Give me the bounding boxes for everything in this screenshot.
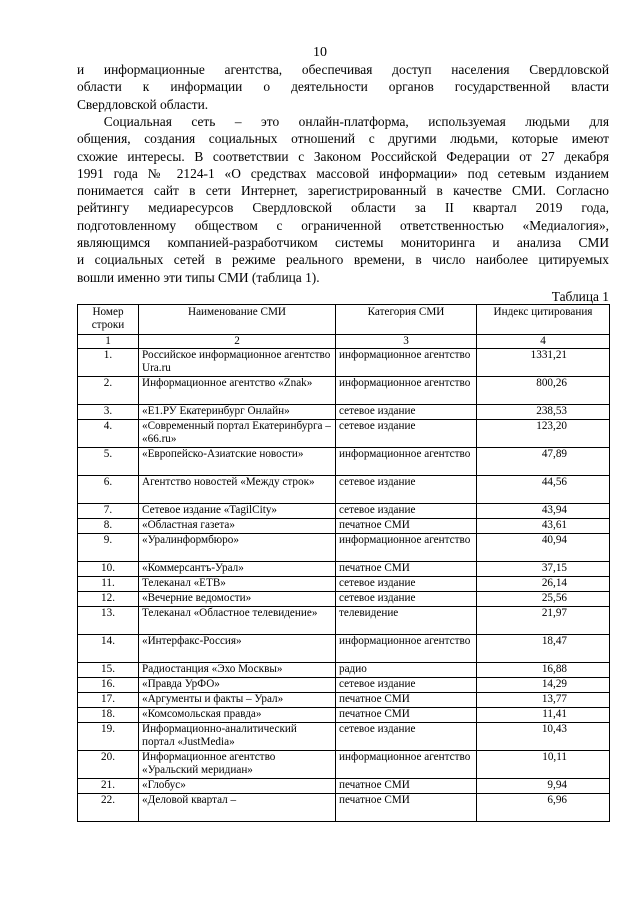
row-number-cell: 18. bbox=[78, 708, 139, 723]
table-row bbox=[78, 377, 610, 405]
citation-index-cell: 18,47 bbox=[477, 635, 610, 663]
media-name-cell: «Комсомольская правда» bbox=[139, 708, 336, 723]
table-row bbox=[78, 420, 610, 448]
citation-index-cell: 43,94 bbox=[477, 504, 610, 519]
table-row bbox=[78, 693, 610, 708]
media-name-cell: «Правда УрФО» bbox=[139, 678, 336, 693]
citation-index-cell: 1331,21 bbox=[477, 349, 610, 377]
media-name-cell: «Современный портал Екатеринбурга – «66.ru» bbox=[139, 420, 336, 448]
row-number-cell: 4. bbox=[78, 420, 139, 448]
media-name-cell: «Аргументы и факты – Урал» bbox=[139, 693, 336, 708]
media-name-cell: Информационное агентство «Уральский меридиан» bbox=[139, 751, 336, 779]
text-line: рейтингу медиаресурсов Свердловской области за II квартал 2019 года, bbox=[77, 200, 609, 216]
citation-index-cell: 40,94 bbox=[477, 534, 610, 562]
table-row bbox=[78, 635, 610, 663]
table-row bbox=[78, 349, 610, 377]
citation-index-cell: 123,20 bbox=[477, 420, 610, 448]
media-category-cell: сетевое издание bbox=[336, 476, 477, 504]
text-line: являющимся компанией-разработчиком системы мониторинга и анализа СМИ bbox=[77, 235, 609, 251]
media-category-cell: сетевое издание bbox=[336, 405, 477, 420]
media-category-cell: информационное агентство bbox=[336, 349, 477, 377]
paragraph-intro bbox=[77, 61, 609, 113]
table-row bbox=[78, 723, 610, 751]
table-row bbox=[78, 562, 610, 577]
media-name-cell: Агентство новостей «Между строк» bbox=[139, 476, 336, 504]
media-name-cell: «Интерфакс-Россия» bbox=[139, 635, 336, 663]
media-category-cell: сетевое издание bbox=[336, 678, 477, 693]
column-number: 3 bbox=[336, 335, 477, 349]
table-row bbox=[78, 519, 610, 534]
table-row bbox=[78, 448, 610, 476]
row-number-cell: 10. bbox=[78, 562, 139, 577]
row-number-cell: 6. bbox=[78, 476, 139, 504]
page-number: 10 bbox=[313, 45, 327, 60]
row-number-cell: 20. bbox=[78, 751, 139, 779]
citation-index-cell: 800,26 bbox=[477, 377, 610, 405]
row-number-cell: 15. bbox=[78, 663, 139, 678]
row-number-cell: 17. bbox=[78, 693, 139, 708]
table-row bbox=[78, 779, 610, 794]
header-row-number: Номер строки bbox=[78, 305, 139, 335]
text-line: и информационные агентства, обеспечивая доступ населения Свердловской bbox=[77, 62, 609, 77]
row-number-cell: 1. bbox=[78, 349, 139, 377]
citation-index-cell: 10,43 bbox=[477, 723, 610, 751]
table-row bbox=[78, 476, 610, 504]
media-name-cell: «Глобус» bbox=[139, 779, 336, 794]
text-line: схожие интересы. В соответствии с Законом Российской Федерации от 27 декабря bbox=[77, 148, 609, 164]
citation-index-cell: 238,53 bbox=[477, 405, 610, 420]
text-line: общения, создания социальных отношений с другими людьми, которые имеют bbox=[77, 131, 609, 147]
row-number-cell: 12. bbox=[78, 592, 139, 607]
row-number-cell: 5. bbox=[78, 448, 139, 476]
row-number-cell: 3. bbox=[78, 405, 139, 420]
media-name-cell: «Е1.РУ Екатеринбург Онлайн» bbox=[139, 405, 336, 420]
media-name-cell: Информационное агентство «Znak» bbox=[139, 377, 336, 405]
table-row bbox=[78, 708, 610, 723]
media-category-cell: сетевое издание bbox=[336, 504, 477, 519]
table-row bbox=[78, 678, 610, 693]
citation-index-cell: 14,29 bbox=[477, 678, 610, 693]
row-number-cell: 11. bbox=[78, 577, 139, 592]
media-category-cell: телевидение bbox=[336, 607, 477, 635]
citation-index-cell: 47,89 bbox=[477, 448, 610, 476]
media-category-cell: радио bbox=[336, 663, 477, 678]
citation-index-cell: 13,77 bbox=[477, 693, 610, 708]
row-number-cell: 16. bbox=[78, 678, 139, 693]
media-name-cell: Российское информационное агентство Ura.ru bbox=[139, 349, 336, 377]
text-line: Социальная сеть – это онлайн-платформа, используемая людьми для bbox=[77, 114, 609, 129]
media-category-cell: информационное агентство bbox=[336, 751, 477, 779]
table-row bbox=[78, 534, 610, 562]
table-row bbox=[78, 663, 610, 678]
table-row bbox=[78, 592, 610, 607]
table-row bbox=[78, 405, 610, 420]
media-name-cell: Информационно-аналитический портал «JustMedia» bbox=[139, 723, 336, 751]
media-name-cell: Радиостанция «Эхо Москвы» bbox=[139, 663, 336, 678]
table-row bbox=[78, 751, 610, 779]
media-category-cell: информационное агентство bbox=[336, 534, 477, 562]
text-line: вошли именно эти типы СМИ (таблица 1). bbox=[77, 269, 320, 285]
citation-index-cell: 37,15 bbox=[477, 562, 610, 577]
media-category-cell: печатное СМИ bbox=[336, 693, 477, 708]
media-category-cell: печатное СМИ bbox=[336, 794, 477, 822]
media-category-cell: сетевое издание bbox=[336, 592, 477, 607]
citation-index-cell: 25,56 bbox=[477, 592, 610, 607]
media-category-cell: сетевое издание bbox=[336, 420, 477, 448]
table-caption: Таблица 1 bbox=[551, 289, 609, 304]
table-row bbox=[78, 504, 610, 519]
row-number-cell: 13. bbox=[78, 607, 139, 635]
header-media-category: Категория СМИ bbox=[336, 305, 477, 335]
table-row bbox=[78, 577, 610, 592]
media-name-cell: «Вечерние ведомости» bbox=[139, 592, 336, 607]
media-name-cell: «Уралинформбюро» bbox=[139, 534, 336, 562]
row-number-cell: 7. bbox=[78, 504, 139, 519]
media-category-cell: информационное агентство bbox=[336, 377, 477, 405]
row-number-cell: 2. bbox=[78, 377, 139, 405]
media-name-cell: «Европейско-Азиатские новости» bbox=[139, 448, 336, 476]
media-name-cell: Сетевое издание «TagilCity» bbox=[139, 504, 336, 519]
column-number: 4 bbox=[477, 335, 610, 349]
header-media-name: Наименование СМИ bbox=[139, 305, 336, 335]
citation-index-cell: 16,88 bbox=[477, 663, 610, 678]
row-number-cell: 8. bbox=[78, 519, 139, 534]
text-line: области к информации о деятельности органов государственной власти bbox=[77, 79, 609, 95]
media-category-cell: сетевое издание bbox=[336, 577, 477, 592]
media-rating-table bbox=[77, 304, 610, 822]
media-name-cell: Телеканал «ЕТВ» bbox=[139, 577, 336, 592]
paragraph-social-network bbox=[77, 113, 609, 286]
media-category-cell: печатное СМИ bbox=[336, 779, 477, 794]
table-row bbox=[78, 794, 610, 822]
media-category-cell: печатное СМИ bbox=[336, 562, 477, 577]
media-name-cell: «Коммерсантъ-Урал» bbox=[139, 562, 336, 577]
table-row bbox=[78, 607, 610, 635]
citation-index-cell: 43,61 bbox=[477, 519, 610, 534]
row-number-cell: 22. bbox=[78, 794, 139, 822]
media-category-cell: печатное СМИ bbox=[336, 708, 477, 723]
column-number: 1 bbox=[78, 335, 139, 349]
text-line: подготовленному обществом с ограниченной ответственностью «Медиалогия», bbox=[77, 217, 609, 233]
text-line: и социальных сетей в режиме реального времени, в число наиболее цитируемых bbox=[77, 252, 609, 268]
citation-index-cell: 44,56 bbox=[477, 476, 610, 504]
text-line: понимается сайт в сети Интернет, зарегистрированный в качестве СМИ. Согласно bbox=[77, 183, 609, 199]
citation-index-cell: 10,11 bbox=[477, 751, 610, 779]
media-category-cell: информационное агентство bbox=[336, 635, 477, 663]
citation-index-cell: 9,94 bbox=[477, 779, 610, 794]
media-category-cell: печатное СМИ bbox=[336, 519, 477, 534]
citation-index-cell: 6,96 bbox=[477, 794, 610, 822]
media-name-cell: Телеканал «Областное телевидение» bbox=[139, 607, 336, 635]
media-category-cell: сетевое издание bbox=[336, 723, 477, 751]
citation-index-cell: 26,14 bbox=[477, 577, 610, 592]
media-category-cell: информационное агентство bbox=[336, 448, 477, 476]
row-number-cell: 9. bbox=[78, 534, 139, 562]
text-line: Свердловской области. bbox=[77, 96, 209, 112]
media-name-cell: «Деловой квартал – bbox=[139, 794, 336, 822]
text-line: 1991 года № 2124-1 «О средствах массовой информации» под сетевым изданием bbox=[77, 165, 609, 181]
column-number-row bbox=[78, 335, 610, 349]
column-number: 2 bbox=[139, 335, 336, 349]
media-name-cell: «Областная газета» bbox=[139, 519, 336, 534]
table-header-row bbox=[78, 305, 610, 335]
header-citation-index: Индекс цитирования bbox=[477, 305, 610, 335]
citation-index-cell: 21,97 bbox=[477, 607, 610, 635]
row-number-cell: 19. bbox=[78, 723, 139, 751]
row-number-cell: 21. bbox=[78, 779, 139, 794]
citation-index-cell: 11,41 bbox=[477, 708, 610, 723]
row-number-cell: 14. bbox=[78, 635, 139, 663]
